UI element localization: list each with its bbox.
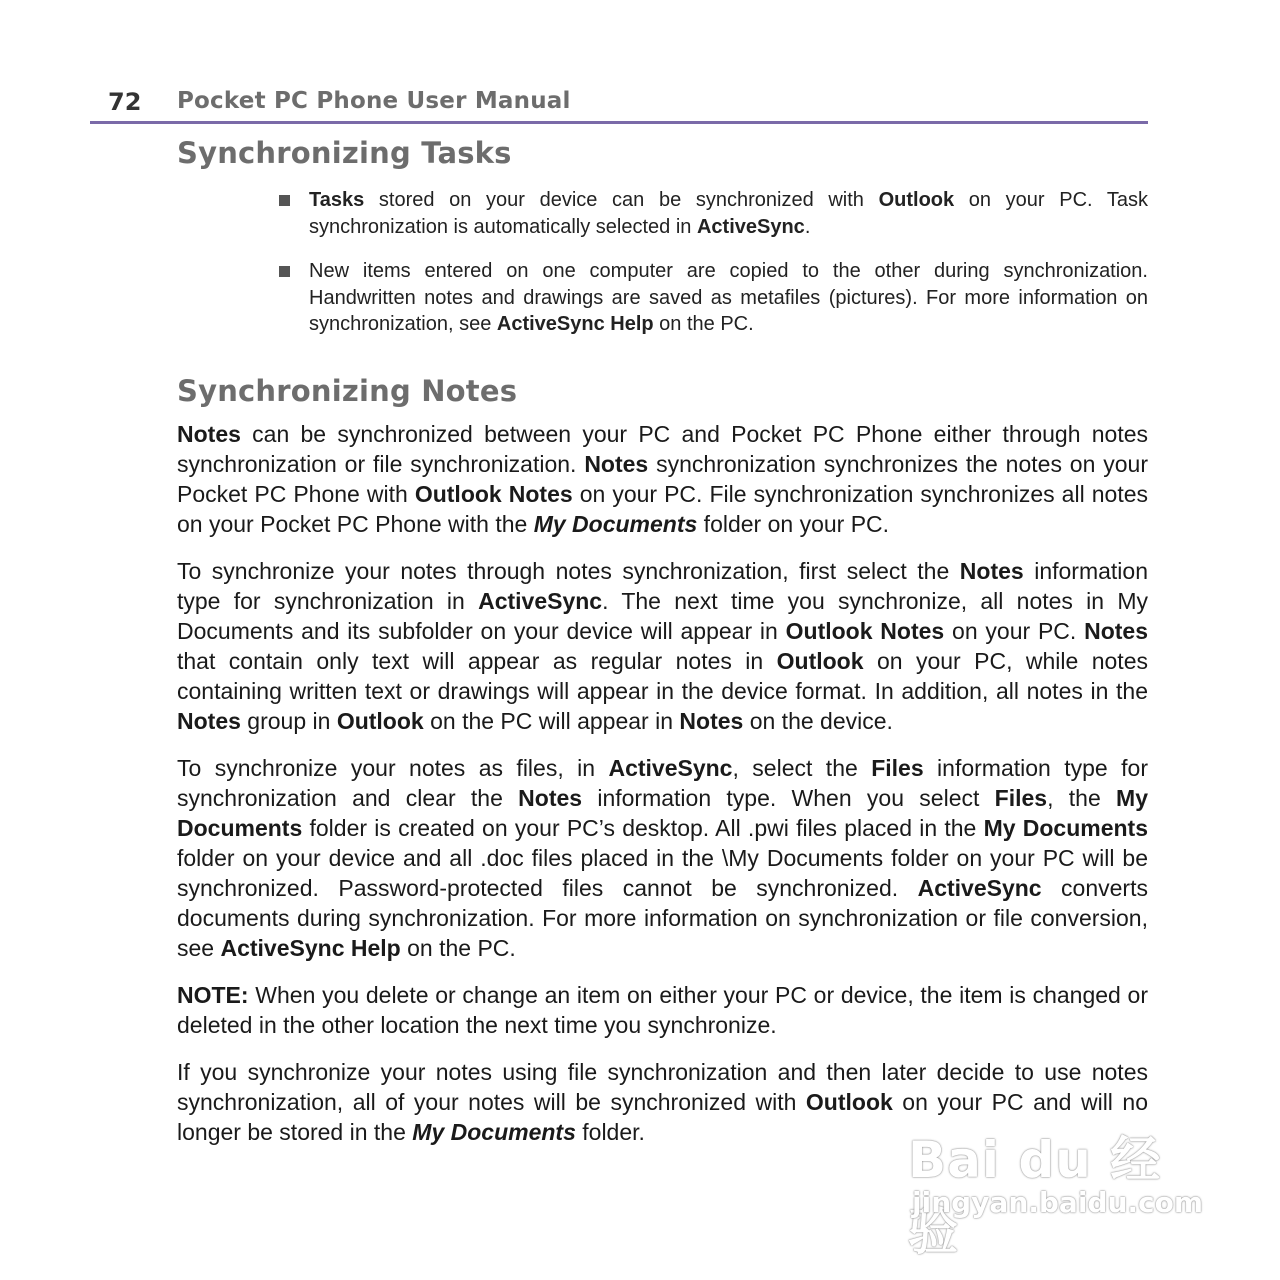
text-run: information type for synchronization in <box>177 558 1148 614</box>
text-run: To synchronize your notes through notes synchronization, first select the <box>177 558 960 584</box>
watermark <box>908 1120 1208 1261</box>
bold-term: Tasks <box>309 189 365 211</box>
text-run: information type for synchronization and clear the <box>177 755 1148 811</box>
emphasis-text: My Documents <box>412 1119 576 1145</box>
text-run: on your PC and will no longer be stored in the <box>177 1089 1149 1145</box>
text-run: information type. When you select <box>582 785 995 811</box>
section-heading-notes: Synchronizing Notes <box>177 374 518 408</box>
tasks-bullet-list <box>278 187 1148 356</box>
text-run: When you delete or change an item on either your PC or device, the item is changed or deleted in the other location the next time you synchronize. <box>177 982 1148 1038</box>
watermark-logo: Bai du 经验 <box>908 1131 1162 1261</box>
text-run: , the <box>1047 785 1117 811</box>
text-run: folder on your PC. <box>697 511 890 537</box>
text-run: folder. <box>575 1119 645 1145</box>
text-run: folder on your device and all .doc files placed in the \My Documents folder on your PC will be synchronized. Password-protected files cannot be synchronized. <box>177 845 1148 901</box>
list-item <box>278 187 1148 240</box>
paragraph <box>177 419 1148 539</box>
bold-term: ActiveSync <box>608 755 733 781</box>
notes-body <box>177 419 1148 1164</box>
watermark-url: jingyan.baidu.com <box>912 1186 1204 1219</box>
bold-term: Files <box>994 785 1048 811</box>
text-run: on the PC. <box>653 313 754 335</box>
section-heading-tasks: Synchronizing Tasks <box>177 136 512 170</box>
text-run: on the PC will appear in <box>423 708 680 734</box>
bold-term: Outlook <box>776 648 864 674</box>
bold-term: Outlook Notes <box>785 618 945 644</box>
text-run: can be synchronized between your PC and Pocket PC Phone either through notes synchronization or file synchronization. <box>177 421 1148 477</box>
text-run: that contain only text will appear as regular notes in <box>177 648 777 674</box>
text-run: . <box>804 215 811 238</box>
square-bullet-icon <box>279 195 290 206</box>
page-header <box>90 86 1148 122</box>
text-run: group in <box>240 708 337 734</box>
text-run: on your PC. <box>944 618 1085 644</box>
paragraph <box>177 753 1148 963</box>
bold-term: ActiveSync <box>696 215 805 238</box>
text-run: converts documents during synchronization. For more information on synchronization or file conversion, see <box>177 875 1148 961</box>
text-run: on your PC. File synchronization synchronizes all notes on your Pocket PC Phone with the <box>177 481 1148 537</box>
emphasis-text: My Documents <box>533 511 698 537</box>
text-run: stored on your device can be synchronized with <box>364 189 879 211</box>
text-run: on your PC, while notes containing written text or drawings will appear in the device format. In addition, all notes in the <box>177 648 1148 704</box>
text-run: synchronization synchronizes the notes on your Pocket PC Phone with <box>177 451 1148 507</box>
paragraph <box>177 556 1148 736</box>
bold-term: Outlook Notes <box>414 481 573 507</box>
bold-term: ActiveSync Help <box>220 935 401 961</box>
bold-term: ActiveSync <box>478 588 603 614</box>
text-run: . The next time you synchronize, all notes in My Documents and its subfolder on your device will appear in <box>177 588 1149 644</box>
bold-term: Notes <box>1084 618 1149 644</box>
text-run: , select the <box>732 755 872 781</box>
bold-term: My Documents <box>983 815 1148 841</box>
text-run: New items entered on one computer are copied to the other during synchronization. Handwritten notes and drawings are saved as metafiles (pictures). For more information on synchronization, see <box>309 260 1148 335</box>
bold-term: Outlook <box>805 1089 893 1115</box>
bold-term: ActiveSync <box>917 875 1042 901</box>
bold-term: Files <box>871 755 924 781</box>
header-rule <box>90 121 1148 124</box>
list-item <box>278 258 1148 338</box>
text-run: on the device. <box>743 708 893 734</box>
text-run: on the PC. <box>400 935 516 961</box>
page-number: 72 <box>108 88 142 116</box>
text-run: folder is created on your PC’s desktop. All .pwi files placed in the <box>302 815 984 841</box>
bold-term: Notes <box>518 785 583 811</box>
bullet-text <box>309 189 1148 238</box>
running-title: Pocket PC Phone User Manual <box>177 88 571 114</box>
bold-term: Outlook <box>878 189 955 211</box>
bold-term: NOTE: <box>177 982 249 1008</box>
bullet-text <box>309 260 1148 335</box>
bold-term: Notes <box>177 421 241 447</box>
text-run: To synchronize your notes as files, in <box>177 755 609 781</box>
bold-term: ActiveSync Help <box>496 313 654 335</box>
square-bullet-icon <box>279 266 290 277</box>
text-run: If you synchronize your notes using file synchronization and then later decide to use notes synchronization, all of your notes will be synchronized with <box>177 1059 1148 1115</box>
note-paragraph <box>177 980 1148 1040</box>
bold-term: Notes <box>959 558 1024 584</box>
text-run: on your PC. Task synchronization is automatically selected in <box>309 189 1148 238</box>
bold-term: Notes <box>679 708 744 734</box>
bold-term: Outlook <box>336 708 424 734</box>
bold-term: My Documents <box>177 785 1148 841</box>
bold-term: Notes <box>177 708 241 734</box>
bold-term: Notes <box>584 451 649 477</box>
